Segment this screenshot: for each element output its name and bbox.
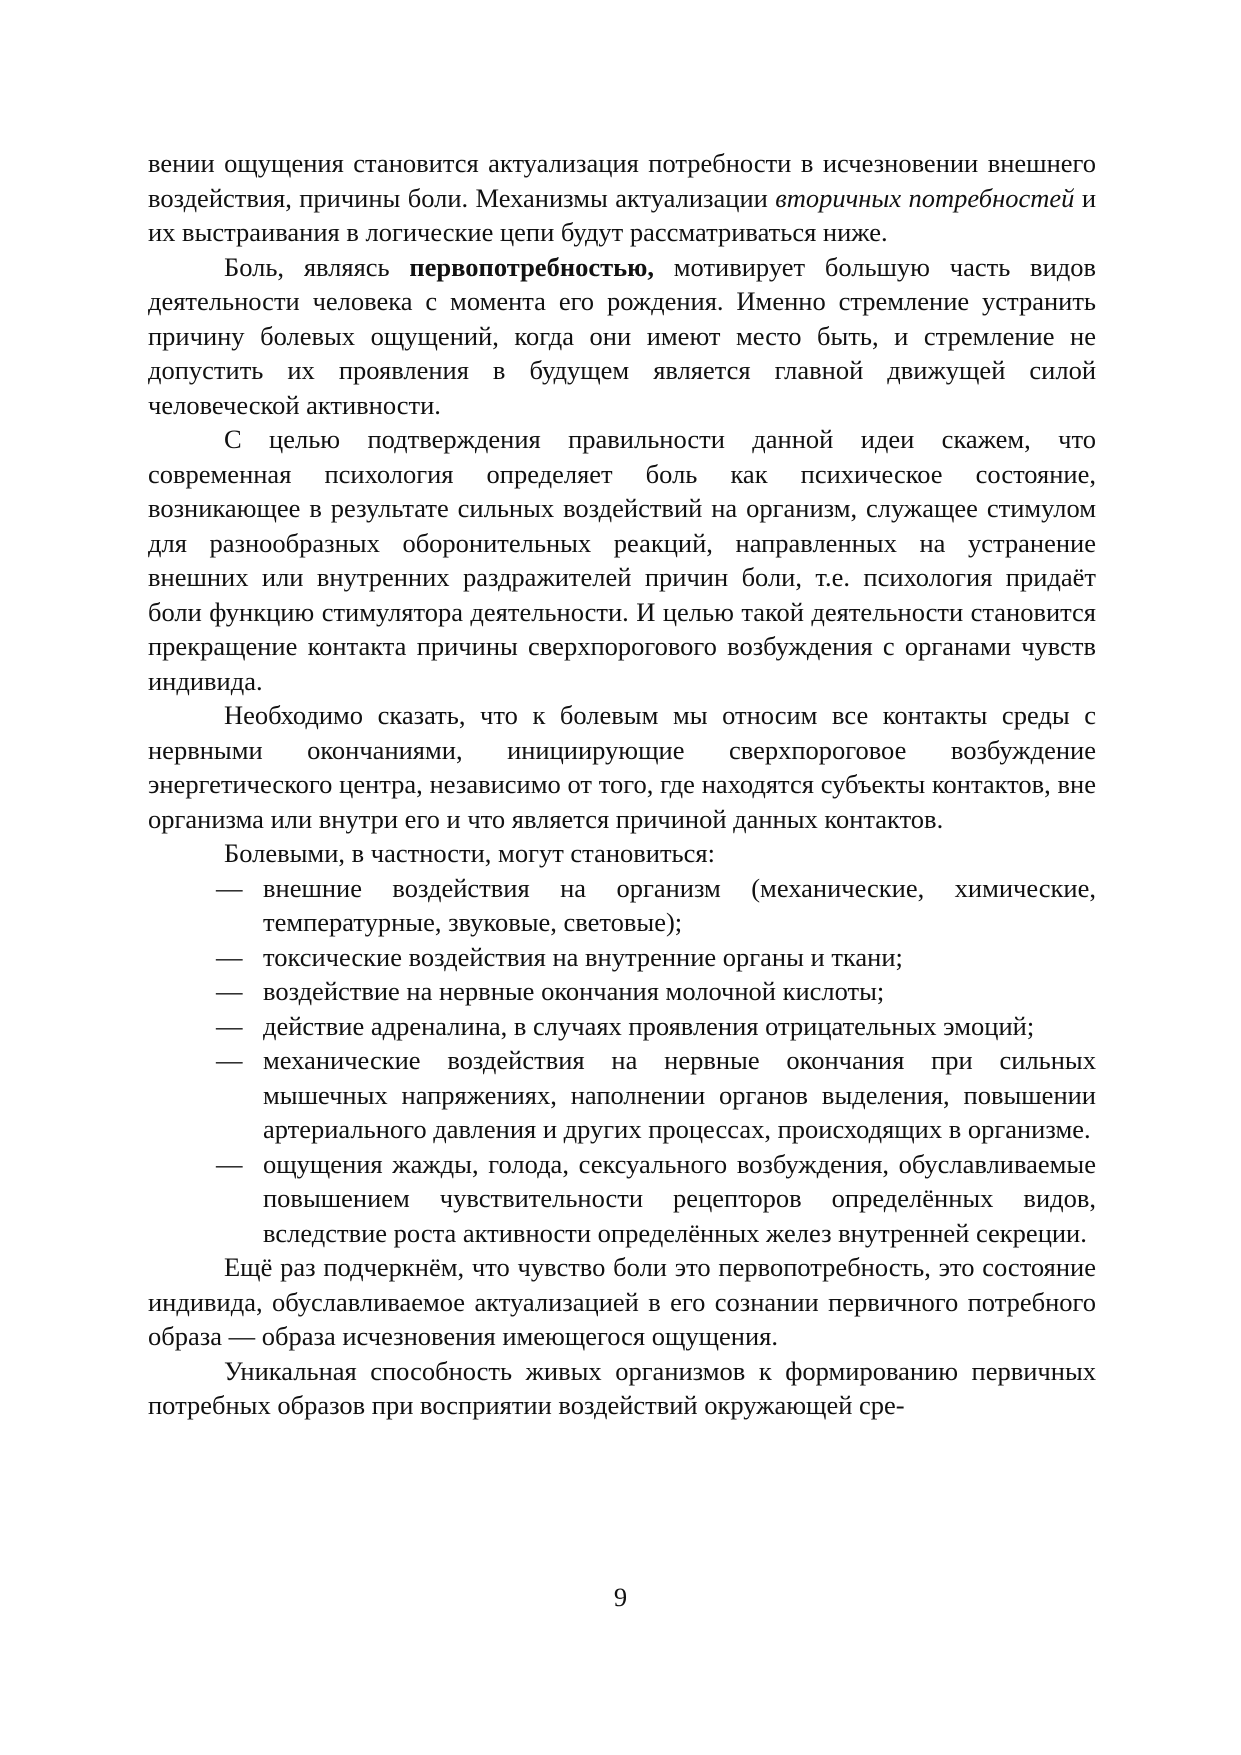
italic-term-secondary-needs: вторичных потребностей bbox=[775, 182, 1075, 213]
list-item-text: действие адреналина, в случаях проявления отрицательных эмоций; bbox=[263, 1010, 1035, 1041]
paragraph-3: С целью подтверждения правильности данной идеи скажем, что современная психология определяет боль как психическое состояние, возникающее в результате сильных воздействий на организм, служащее стимулом для разнообразных оборонительных реакций, направленных на устранение внешних или внутренних раздражителей причин боли, т.е. психология придаёт боли функцию стимулятора деятельности. И целью такой деятельности становится прекращение контакта причины сверхпорогового возбуждения с органами чувств индивида. bbox=[148, 424, 1096, 696]
paragraph-1 bbox=[148, 146, 1096, 250]
body-text bbox=[148, 146, 1096, 1423]
list-item bbox=[216, 1043, 1096, 1147]
dash-marker: — bbox=[216, 1045, 243, 1075]
dash-marker: — bbox=[216, 976, 243, 1006]
paragraph-2 bbox=[148, 250, 1096, 423]
list-item-text: внешние воздействия на организм (механические, химические, температурные, звуковые, световые); bbox=[263, 872, 1096, 937]
list-item bbox=[216, 1009, 1096, 1044]
bold-term-primary-need: первопотребностью, bbox=[409, 251, 655, 282]
paragraph-6: Уникальная способность живых организмов к формированию первичных потребных образов при восприятии воздействий окружающей сре- bbox=[148, 1355, 1096, 1420]
list-item-text: токсические воздействия на внутренние органы и ткани; bbox=[263, 941, 903, 972]
list-item-text: механические воздействия на нервные окончания при сильных мышечных напряжениях, наполнении органов выделения, повышении артериального давления и других процессах, происходящих в организме. bbox=[263, 1045, 1096, 1144]
pain-sources-list bbox=[148, 871, 1096, 1251]
list-item bbox=[216, 1147, 1096, 1251]
list-item bbox=[216, 940, 1096, 975]
paragraph-1-text-a: вении ощущения становится актуализация потребности в исчезновении внешнего воздействия, причины боли. Механизмы актуализации bbox=[148, 148, 1096, 213]
dash-marker: — bbox=[216, 941, 243, 972]
dash-marker: — bbox=[216, 1148, 243, 1179]
paragraph-5: Ещё раз подчеркнём, что чувство боли это первопотребность, это состояние индивида, обуславливаемое актуализацией в его сознании первичного потребного образа — образа исчезновения имеющегося ощущения. bbox=[148, 1252, 1096, 1351]
dash-marker: — bbox=[216, 1010, 243, 1041]
list-intro: Болевыми, в частности, могут становиться: bbox=[224, 838, 715, 868]
list-item bbox=[216, 871, 1096, 940]
list-item-text: ощущения жажды, голода, сексуального возбуждения, обуславливаемые повышением чувствительности рецепторов определённых видов, вследствие роста активности определённых желез внутренней секреции. bbox=[263, 1148, 1096, 1248]
page-number: 9 bbox=[613, 1582, 628, 1612]
list-item bbox=[216, 974, 1096, 1009]
dash-marker: — bbox=[216, 872, 243, 903]
paragraph-2-text-a: Боль, являясь bbox=[224, 251, 410, 282]
paragraph-4: Необходимо сказать, что к болевым мы относим все контакты среды с нервными окончаниями, инициирующие сверхпороговое возбуждение энергетического центра, независимо от того, где находятся субъекты контактов, вне организма или внутри его и что является причиной данных контактов. bbox=[148, 700, 1096, 834]
paragraph-1-text-c: и их выстраивания в логические цепи будут рассматриваться ниже. bbox=[148, 182, 1097, 247]
list-item-text: воздействие на нервные окончания молочной кислоты; bbox=[263, 976, 885, 1006]
paragraph-2-text-c: мотивирует большую часть видов деятельности человека с момента его рождения. Именно стремление устранить причину болевых ощущений, когда они имеют место быть, и стремление не допустить их проявления в будущем является главной движущей силой человеческой активности. bbox=[148, 251, 1096, 420]
